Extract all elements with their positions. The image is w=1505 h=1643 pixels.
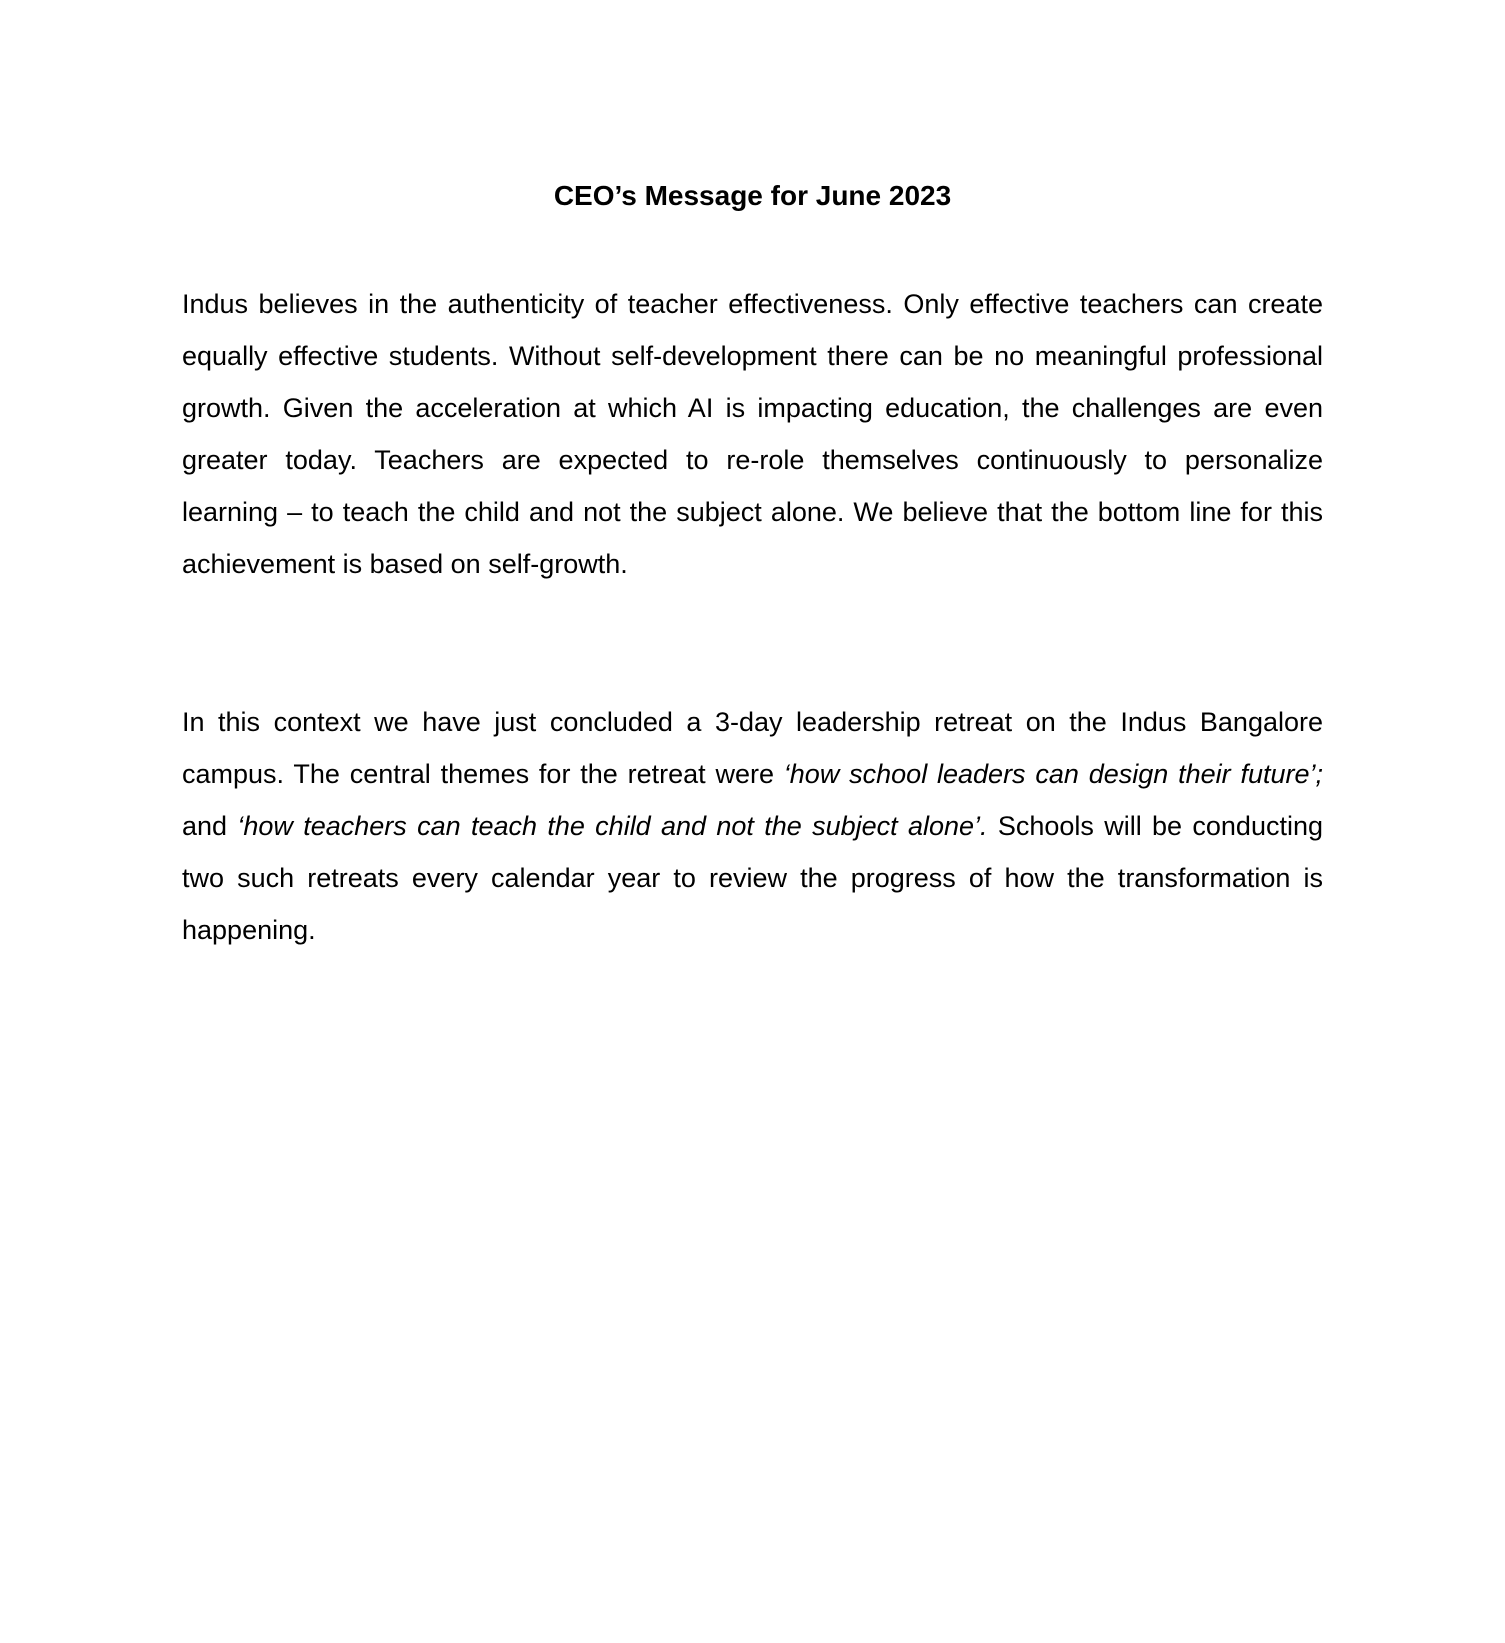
paragraph-1: Indus believes in the authenticity of teacher effectiveness. Only effective teachers can create equally effective students. Without self-development there can be no meaningful professional growth. Given the acceleration at which AI is impacting education, the challenges are even greater today. Teachers are expected to re-role themselves continuously to personalize learning – to teach the child and not the subject alone. We believe that the bottom line for this achievement is based on self-growth.	[182, 289, 1323, 579]
retreat-theme-1: ‘how school leaders can design their future’;	[783, 759, 1323, 789]
paragraph-2-closing: Schools will be conducting two such retreats every calendar year to review the progress of how the transformation is happening.	[182, 811, 1323, 945]
paragraph-2	[182, 696, 1323, 956]
retreat-theme-2: ‘how teachers can teach the child and not the subject alone’.	[237, 811, 988, 841]
page-title: CEO’s Message for June 2023	[553, 180, 952, 211]
paragraph-2-intro: In this context we have just concluded a 3-day leadership retreat on the Indus Bangalore campus. The central themes for the retreat were	[182, 707, 1323, 789]
paragraph-2-conjunction: and	[182, 811, 238, 841]
